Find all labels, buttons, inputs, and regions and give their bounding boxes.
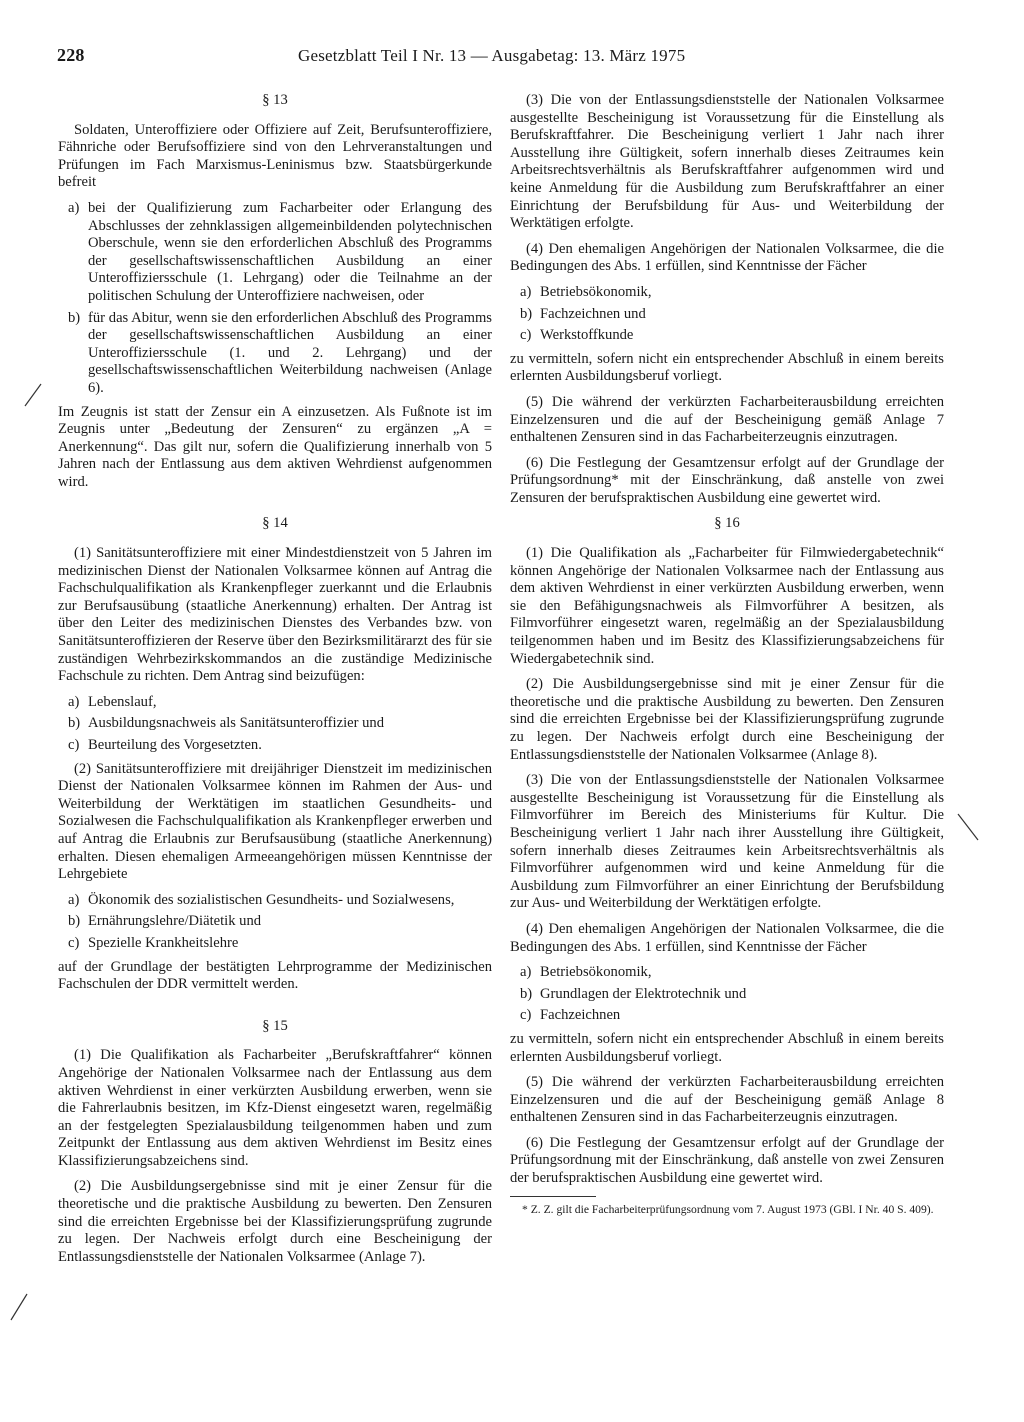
list-item: a) Lebenslauf, <box>68 693 157 710</box>
s15-para-3: (3) Die von der Entlassungsdienststelle der Nationalen Volksarmee ausgestellte Bescheinigung ist Voraussetzung für die Einstellung als Berufskraftfahrer. Die Bescheinigung verliert 1 Jahr nach ihrer Ausstellung ihre Gültigkeit, sofern innerhalb dieses Zeitraumes kein Arbeitsrechtsverhältnis als Berufskraftfahrer aufgenommen wird und keine Anmeldung für die Ausbildung zum Berufskraftfahrer an einer Einrichtung der Berufsbildung für Aus- und Weiterbildung der Werktätigen erfolgte. <box>510 92 944 232</box>
list-item: c) Fachzeichnen <box>520 1007 621 1024</box>
s13-intro: Soldaten, Unteroffiziere oder Offiziere auf Zeit, Berufsunteroffiziere, Fähnriche oder Berufsoffiziere sind von den Lehrveranstaltungen und Prüfungen im Fach Marxismus-Leninismus bzw. Staatsbürgerkunde befreit <box>58 121 492 191</box>
list-item: b) Fachzeichnen und <box>520 305 646 322</box>
s16-para-4: (4) Den ehemaligen Angehörigen der Nationalen Volksarmee, die die Bedingungen des Abs. 1 erfüllen, sind Kenntnisse der Fächer <box>510 920 944 955</box>
s16-para-2: (2) Die Ausbildungsergebnisse sind mit je einer Zensur für die theoretische und die praktische Ausbildung zu bewerten. Den Zensuren sind die erreichten Ergebnisse bei der Klassifizierungsprüfung zugrunde zu legen. Der Nachweis erfolgt durch eine Bescheinigung der Entlassungsdienststelle der Nationalen Volksarmee (Anlage 8). <box>510 676 944 763</box>
list-item: b) Ernährungslehre/Diätetik und <box>68 913 262 930</box>
s15-para-5: (5) Die während der verkürzten Facharbeiterausbildung erreichten Einzelzensuren und die auf der Bescheinigung gemäß Anlage 7 enthaltenen Zensuren sind in das Facharbeiterzeugnis einzutragen. <box>510 393 944 446</box>
s15-para-4: (4) Den ehemaligen Angehörigen der Nationalen Volksarmee, die die Bedingungen des Abs. 1 erfüllen, sind Kenntnisse der Fächer <box>510 240 944 275</box>
s14-list-1 <box>58 694 492 755</box>
list-item: c) Werkstoffkunde <box>520 327 634 344</box>
s13-list <box>58 200 492 398</box>
list-item: c) Spezielle Krankheitslehre <box>68 934 239 951</box>
s14-para-1: (1) Sanitätsunteroffiziere mit einer Mindestdienstzeit von 5 Jahren im medizinischen Dienst der Nationalen Volksarmee können auf Antrag die Fachschulqualifikation als Krankenpfleger zuerkannt und die Erlaubnis zur Berufsausübung (staatliche Anerkennung) erhalten. Der Antrag ist über den Leiter des medizinischen Dienstes des Verbandes bzw. von Sanitätsunteroffizieren der Reserve über den Bezirksmilitärarzt des für sie zuständigen Wehrbezirkskommandos an die zuständige Medizinische Fachschule zu richten. Dem Antrag sind beizufügen: <box>58 545 492 685</box>
s15-list <box>510 284 944 345</box>
s14-para-3: auf der Grundlage der bestätigten Lehrprogramme der Medizinischen Fachschulen der DDR vermittelt werden. <box>58 958 492 993</box>
s16-list <box>510 964 944 1025</box>
s16-para-4b: zu vermitteln, sofern nicht ein entsprechender Abschluß in einem bereits erlernten Ausbildungsberuf vorliegt. <box>510 1030 944 1065</box>
s16-para-6: (6) Die Festlegung der Gesamtzensur erfolgt auf der Grundlage der Prüfungsordnung mit der Einschränkung, daß anstelle von zwei Zensuren der berufspraktischen Ausbildung eine gewertet wird. <box>510 1134 944 1187</box>
s16-para-3: (3) Die von der Entlassungsdienststelle der Nationalen Volksarmee ausgestellte Bescheinigung ist Voraussetzung für die Einstellung als Filmvorführer im Bereich des Ministeriums für Kultur. Die Bescheinigung verliert 1 Jahr nach ihrer Ausstellung ihre Gültigkeit, sofern innerhalb dieses Zeitraumes kein Arbeitsrechtsverhältnis als Filmvorführer aufgenommen wird und keine Anmeldung für die Ausbildung zum Filmvorführer an einer Einrichtung der Berufsbildung zur Aus- und Weiterbildung der Werktätigen erfolgte. <box>510 772 944 912</box>
list-item: b) Grundlagen der Elektrotechnik und <box>520 985 747 1002</box>
margin-mark-2 <box>8 1292 30 1322</box>
s15-para-1: (1) Die Qualifikation als Facharbeiter „Berufskraftfahrer“ können Angehörige der Nationalen Volksarmee nach der Entlassung aus dem aktiven Wehrdienst in einer verkürzten Ausbildung erwerben, wenn sie die Fahrerlaubnis besitzen, im Kfz-Dienst eingesetzt waren, regelmäßig an der festgelegten Spezialausbildung teilgenommen haben und zum Zeitpunkt der Entlassung aus dem aktiven Wehrdienst im Besitz eines Klassifizierungsabzeichens sind. <box>58 1047 492 1169</box>
s14-para-2: (2) Sanitätsunteroffiziere mit dreijähriger Dienstzeit im medizinischen Dienst der Nationalen Volksarmee können im Rahmen der Aus- und Weiterbildung der Werktätigen im staatlichen Gesundheits- und Sozialwesen die Fachschulqualifikation als Krankenpfleger erwerben und auf Antrag die Erlaubnis zur Berufsausübung (staatliche Anerkennung) erhalten. Diesen ehemaligen Armeeangehörigen müssen Kenntnisse der Lehrgebiete <box>58 760 492 883</box>
section-heading-16: § 16 <box>714 515 740 532</box>
page-number: 228 <box>57 45 85 65</box>
footnote: * Z. Z. gilt die Facharbeiterprüfungsordnung vom 7. August 1973 (GBl. I Nr. 40 S. 409). <box>522 1202 934 1216</box>
s14-list-2 <box>58 892 492 953</box>
list-item: a) Ökonomik des sozialistischen Gesundheits- und Sozialwesens, <box>68 891 455 908</box>
list-item: c) Beurteilung des Vorgesetzten. <box>68 737 262 753</box>
right-column <box>510 92 944 1216</box>
margin-mark-1 <box>22 382 44 408</box>
s15-para-2: (2) Die Ausbildungsergebnisse sind mit je einer Zensur für die theoretische und die praktische Ausbildung zu bewerten. Den Zensuren sind die erreichten Ergebnisse bei der Klassifizierungsprüfung zugrunde zu legen. Der Nachweis erfolgt durch eine Bescheinigung der Entlassungsdienststelle der Nationalen Volksarmee (Anlage 7). <box>58 1178 492 1265</box>
header-title: Gesetzblatt Teil I Nr. 13 — Ausgabetag: 13. März 1975 <box>298 46 686 65</box>
list-item: b) Ausbildungsnachweis als Sanitätsunteroffizier und <box>68 715 385 732</box>
list-item: a) bei der Qualifizierung zum Facharbeiter oder Erlangung des Abschlusses der zehnklassigen allgemeinbildenden polytechnischen Oberschule, wenn sie den erforderlichen Abschluß des Programms der gesellschaftswissenschaftlichen Ausbildung an einer Unteroffiziersschule (1. Lehrgang) oder die Teilnahme an der politischen Schulung der Unteroffiziere nachweisen, oder <box>68 199 492 304</box>
section-heading-14: § 14 <box>262 515 288 532</box>
s16-para-5: (5) Die während der verkürzten Facharbeiterausbildung erreichten Einzelzensuren und die auf der Bescheinigung gemäß Anlage 8 enthaltenen Zensuren sind in das Facharbeiterzeugnis einzutragen. <box>510 1074 944 1126</box>
section-heading-15: § 15 <box>262 1017 288 1034</box>
s15-para-4b: zu vermitteln, sofern nicht ein entsprechender Abschluß in einem bereits erlernten Ausbildungsberuf vorliegt. <box>510 350 944 385</box>
section-heading-13: § 13 <box>262 92 288 108</box>
list-item: a) Betriebsökonomik, <box>520 283 652 300</box>
list-item: a) Betriebsökonomik, <box>520 964 652 981</box>
s16-para-1: (1) Die Qualifikation als „Facharbeiter für Filmwiedergabetechnik“ können Angehörige der Nationalen Volksarmee nach der Entlassung aus dem aktiven Wehrdienst in einer verkürzten Ausbildung erwerben, wenn sie den Befähigungsnachweis als Filmvorführer A besitzen, als Filmvorführer eingesetzt waren, regelmäßig an der Spezialausbildung teilgenommen haben und im Besitz des Klassifizierungsabzeichens für Wiedergabetechnik sind. <box>510 545 944 667</box>
s15-para-6: (6) Die Festlegung der Gesamtzensur erfolgt auf der Grundlage der Prüfungsordnung* mit der Einschränkung, daß anstelle von zwei Zensuren der berufspraktischen Ausbildung eine gewertet wird. <box>510 454 944 506</box>
left-column <box>58 92 492 1274</box>
margin-mark-3 <box>956 812 980 842</box>
list-item: b) für das Abitur, wenn sie den erforderlichen Abschluß des Programms der gesellschaftswissenschaftlichen Ausbildung an einer Unteroffiziersschule (1. und 2. Lehrgang) und der gesellschaftswissenschaftlichen Weiterbildung nachweisen (Anlage 6). <box>68 309 492 396</box>
s13-outro: Im Zeugnis ist statt der Zensur ein A einzusetzen. Als Fußnote ist im Zeugnis unter „Bedeutung der Zensuren“ zu ergänzen „A = Anerkennung“. Das gilt nur, sofern die Qualifizierung innerhalb von 5 Jahren nach der Entlassung aus dem aktiven Wehrdienst aufgenommen wird. <box>58 403 492 490</box>
footnote-divider <box>510 1196 596 1197</box>
